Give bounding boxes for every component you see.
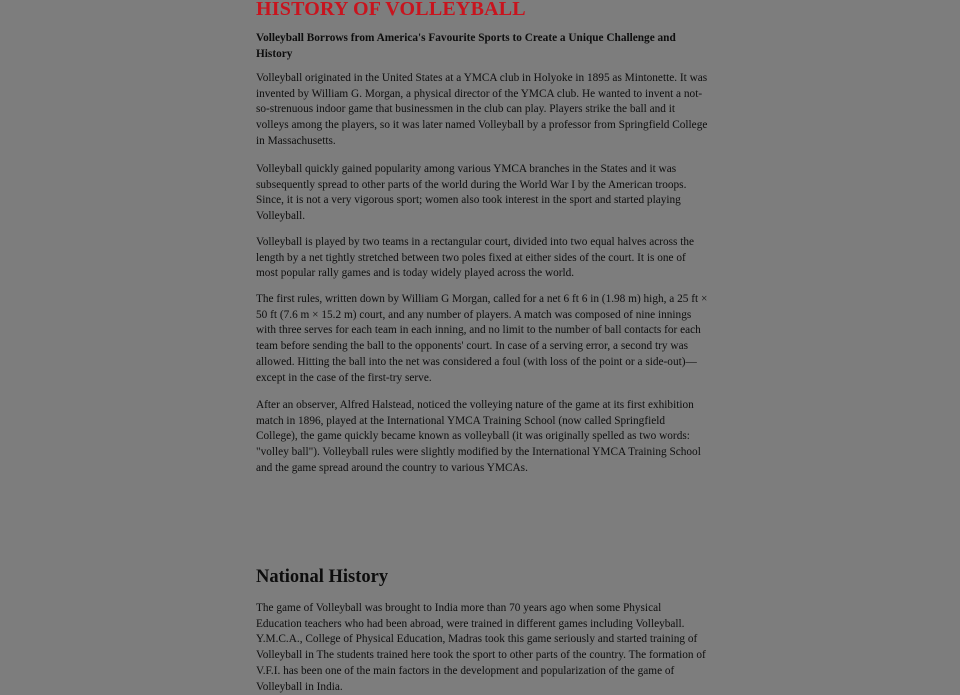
document-subtitle: Volleyball Borrows from America's Favourite Sports to Create a Unique Challenge and History: [256, 32, 676, 60]
paragraph-first-rules: The first rules, written down by William G Morgan, called for a net 6 ft 6 in (1.98 m) high, a 25 ft × 50 ft (7.6 m × 15.2 m) court, and any number of players. A match was composed of nine innings with three serves for each team in each inning, and no limit to the number of ball contacts for each team before sending the ball to the opponents' court. In case of a serving error, a second try was allowed. Hitting the ball into the net was considered a foul (with loss of the point or a side-out)—except in the case of the first-try serve.: [256, 293, 708, 384]
paragraph-origin: Volleyball originated in the United States at a YMCA club in Holyoke in 1895 as Mintonette. It was invented by William G. Morgan, a physical director of the YMCA club. He wanted to invent a not-so-strenuous indoor game that businessmen in the club can play. Players strike the ball and it volleys among the players, so it was later named Volleyball by a professor from Springfield College in Massachusetts.: [256, 72, 708, 147]
paragraph-national-history: The game of Volleyball was brought to India more than 70 years ago when some Physical Education teachers who had been abroad, were trained in different games including Volleyball. Y.M.C.A., College of Physical Education, Madras took this game seriously and started training of Volleyball in The students trained here took the sport to other parts of the country. The formation of V.F.I. has been one of the main factors in the development and popularization of the game of Volleyball in India.: [256, 602, 706, 693]
document-title: HISTORY OF VOLLEYBALL: [256, 0, 526, 20]
paragraph-popularity: Volleyball quickly gained popularity among various YMCA branches in the States and it was subsequently spread to other parts of the world during the World War I by the American troops. Since, it is not a very vigorous sport; women also took interest in the sport and started playing Volleyball.: [256, 163, 687, 223]
paragraph-court: Volleyball is played by two teams in a rectangular court, divided into two equal halves across the length by a net tightly stretched between two poles fixed at either sides of the court. It is one of most popular rally games and is today widely played across the world.: [256, 236, 695, 280]
paragraph-naming: After an observer, Alfred Halstead, noticed the volleying nature of the game at its first exhibition match in 1896, played at the International YMCA Training School (now called Springfield College), the game quickly became known as volleyball (it was originally spelled as two words: "volley ball"). Volleyball rules were slightly modified by the International YMCA Training School and the game spread around the country to various YMCAs.: [256, 399, 701, 474]
section-heading-national-history: National History: [256, 567, 389, 587]
